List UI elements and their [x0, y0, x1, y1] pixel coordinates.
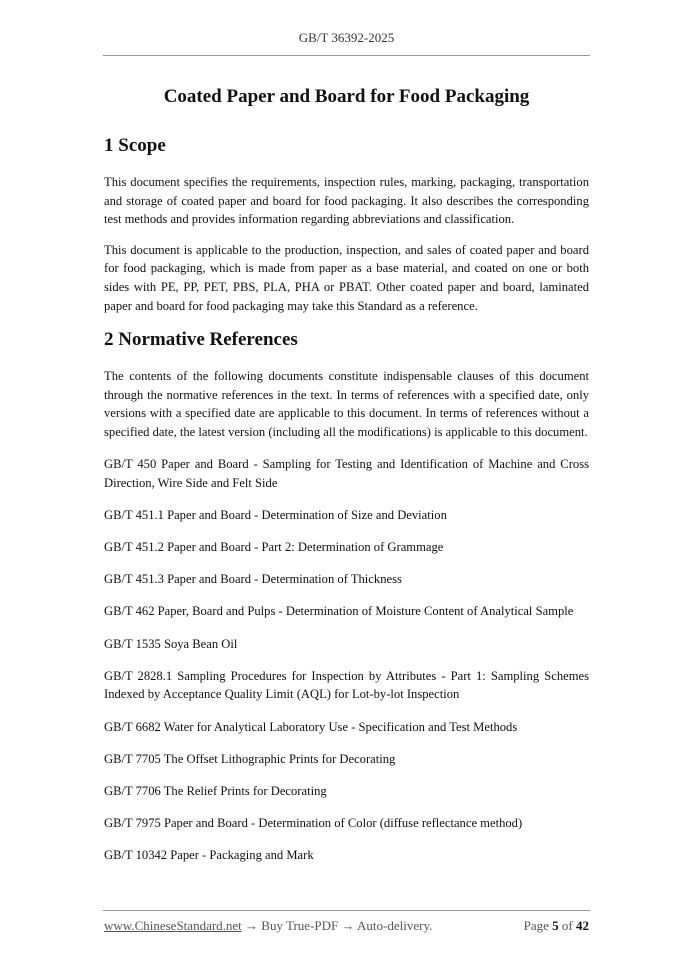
- reference-item: GB/T 451.2 Paper and Board - Part 2: Determination of Grammage: [104, 540, 444, 555]
- page-label: Page: [523, 918, 549, 933]
- footer-promo: [104, 918, 432, 934]
- scope-paragraph-1: This document specifies the requirements, inspection rules, marking, packaging, transportation and storage of coated paper and board for food packaging. It also describes the corresponding test methods and provides information regarding abbreviations and classification.: [104, 175, 589, 227]
- auto-delivery-text: Auto-delivery.: [357, 918, 433, 933]
- document-body: [104, 135, 589, 879]
- references-list: [104, 367, 589, 865]
- reference-item: GB/T 462 Paper, Board and Pulps - Determination of Moisture Content of Analytical Sample: [104, 604, 574, 619]
- reference-item: GB/T 7706 The Relief Prints for Decorating: [104, 784, 327, 798]
- references-intro: The contents of the following documents constitute indispensable clauses of this document through the normative references in the text. In terms of references with a specified date, only versions with a specified date are applicable to this document. In terms of references without a specified date, the latest version (including all the modifications) is applicable to this document.: [104, 369, 589, 439]
- scope-paragraph-2: This document is applicable to the production, inspection, and sales of coated paper and board for food packaging, which is made from paper as a base material, and coated on one or both sides with PE, PP, PET, PBS, PLA, PHA or PBAT. Other coated paper and board, laminated paper and board for food packaging may take this Standard as a reference.: [104, 242, 589, 313]
- references-heading: 2 Normative References: [104, 329, 298, 351]
- arrow-right-icon: →: [245, 918, 259, 933]
- arrow-right-icon: →: [341, 918, 355, 933]
- page-total: 42: [576, 918, 589, 933]
- page-of: of: [561, 918, 573, 933]
- page-number: [524, 918, 589, 934]
- footer-divider: [103, 910, 590, 911]
- reference-item: GB/T 1535 Soya Bean Oil: [104, 636, 238, 651]
- site-link[interactable]: www.ChineseStandard.net: [104, 918, 242, 933]
- reference-item: GB/T 7705 The Offset Lithographic Prints for Decorating: [104, 751, 396, 766]
- reference-item: GB/T 451.3 Paper and Board - Determination of Thickness: [104, 572, 402, 587]
- document-title: Coated Paper and Board for Food Packaging: [163, 86, 530, 107]
- reference-item: GB/T 6682 Water for Analytical Laboratory Use - Specification and Test Methods: [104, 719, 518, 734]
- buy-pdf-link[interactable]: Buy True-PDF: [261, 918, 339, 933]
- reference-item: GB/T 10342 Paper - Packaging and Mark: [104, 848, 314, 863]
- page-current: 5: [552, 918, 559, 933]
- reference-item: GB/T 450 Paper and Board - Sampling for Testing and Identification of Machine and Cross Direction, Wire Side and Felt Side: [104, 457, 589, 490]
- header-divider: [103, 55, 590, 56]
- reference-item: GB/T 7975 Paper and Board - Determination of Color (diffuse reflectance method): [104, 816, 523, 831]
- reference-item: GB/T 451.1 Paper and Board - Determination of Size and Deviation: [104, 507, 447, 522]
- scope-heading: 1 Scope: [104, 135, 166, 156]
- running-header: GB/T 36392-2025: [298, 30, 395, 45]
- reference-item: GB/T 2828.1 Sampling Procedures for Inspection by Attributes - Part 1: Sampling Schemes Indexed by Acceptance Quality Limit (AQL) for Lot-by-lot Inspection: [104, 668, 589, 702]
